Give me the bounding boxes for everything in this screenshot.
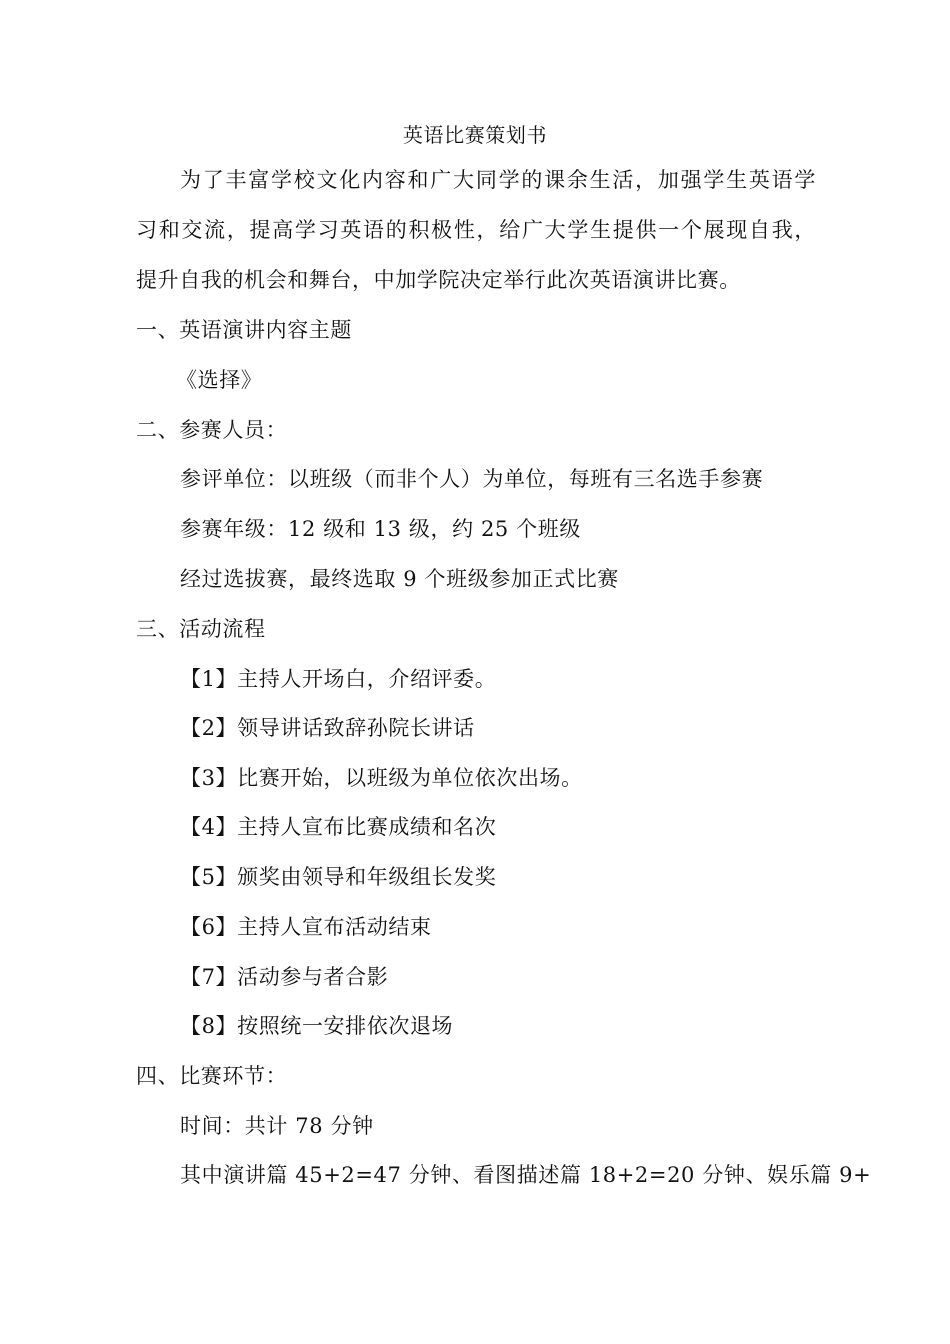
intro-paragraph-line-1: 为了丰富学校文化内容和广大同学的课余生活，加强学生英语学 [180,168,816,192]
process-step: 【8】按照统一安排依次退场 [180,1014,454,1038]
process-step: 【1】主持人开场白，介绍评委。 [180,667,497,691]
document-title: 英语比赛策划书 [402,123,548,147]
process-step: 【6】主持人宣布活动结束 [180,915,432,939]
process-step: 【7】活动参与者合影 [180,965,389,989]
intro-paragraph-line-2: 习和交流，提高学习英语的积极性，给广大学生提供一个展现自我， [136,218,816,242]
participants-line-unit: 参评单位：以班级（而非个人）为单位，每班有三名选手参赛 [180,467,764,491]
competition-line-breakdown: 其中演讲篇 45+2=47 分钟、看图描述篇 18+2=20 分钟、娱乐篇 9+ [180,1163,872,1187]
section-heading-competition: 四、比赛环节： [136,1064,288,1088]
competition-line-time: 时间：共计 78 分钟 [180,1114,374,1138]
process-step: 【3】比赛开始，以班级为单位依次出场。 [180,766,583,790]
section-heading-participants: 二、参赛人员： [136,418,288,442]
intro-paragraph-line-3: 提升自我的机会和舞台，中加学院决定举行此次英语演讲比赛。 [136,268,741,292]
process-step: 【2】领导讲话致辞孙院长讲话 [180,716,475,740]
process-step: 【5】颁奖由领导和年级组长发奖 [180,865,497,889]
theme-text: 《选择》 [176,368,263,392]
participants-line-selection: 经过选拔赛，最终选取 9 个班级参加正式比赛 [180,567,619,591]
process-step: 【4】主持人宣布比赛成绩和名次 [180,815,497,839]
participants-line-grade: 参赛年级：12 级和 13 级，约 25 个班级 [180,517,581,541]
section-heading-process: 三、活动流程 [136,617,266,641]
section-heading-theme: 一、英语演讲内容主题 [136,318,352,342]
